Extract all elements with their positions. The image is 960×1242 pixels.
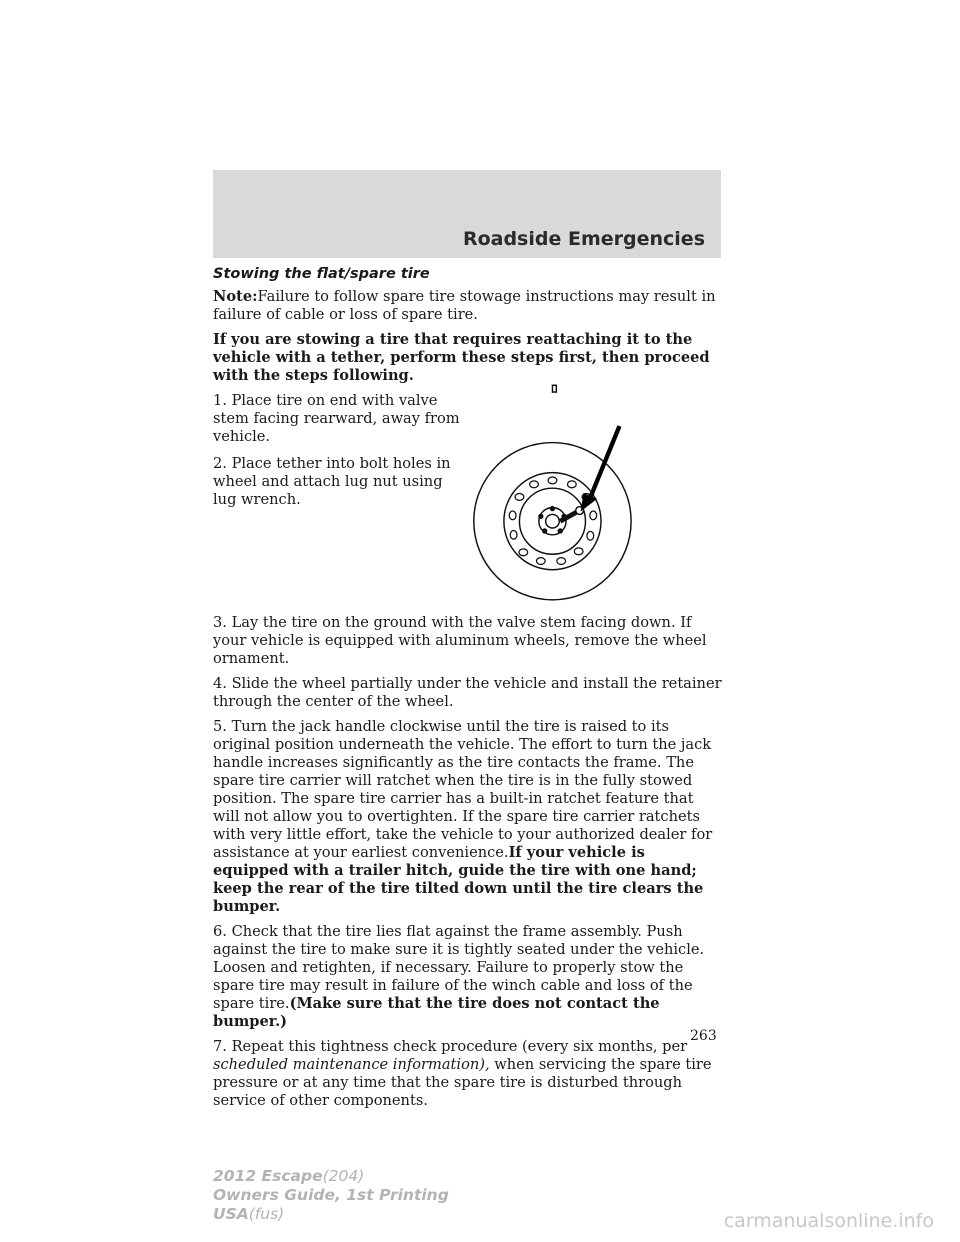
step-6 xyxy=(213,923,723,1031)
page-number: 263 xyxy=(690,1028,717,1044)
section-header-band xyxy=(213,170,721,258)
tether-intro: If you are stowing a tire that requires reattaching it to the vehicle with a tether, perform these steps first, then proceed with the steps following. xyxy=(213,331,710,384)
footer-line-3 xyxy=(213,1205,449,1224)
rim-outer xyxy=(504,473,601,570)
step-6-warning: (Make sure that the tire does not contact the bumper.) xyxy=(213,995,660,1030)
note-label: Note: xyxy=(213,288,258,305)
hub-center xyxy=(546,514,560,528)
step-1: 1. Place tire on end with valve stem facing rearward, away from vehicle. xyxy=(213,392,460,445)
note-paragraph xyxy=(213,288,723,324)
page-content xyxy=(213,265,723,1117)
step-7-post: when servicing the spare tire pressure or at any time that the spare tire is disturbed through service of other components. xyxy=(213,1056,712,1109)
step-7-reference: scheduled maintenance information), xyxy=(213,1056,490,1073)
section-header-title: Roadside Emergencies xyxy=(462,228,705,250)
step-3: 3. Lay the tire on the ground with the valve stem facing down. If your vehicle is equipped with aluminum wheels, remove the wheel ornament. xyxy=(213,614,707,667)
step-5-warning: If your vehicle is equipped with a trailer hitch, guide the tire with one hand; keep the rear of the tire tilted down until the tire clears the bumper. xyxy=(213,844,704,915)
footer-market-code: (fus) xyxy=(248,1205,285,1223)
print-footer xyxy=(213,1167,449,1224)
footer-market: USA xyxy=(213,1205,249,1223)
step-5 xyxy=(213,718,723,916)
step-6-text: 6. Check that the tire lies flat against the frame assembly. Push against the tire to make sure it is tightly seated under the vehicle. Loosen and retighten, if necessary. Failure to properly stow the spare tire may result in failure of the winch cable and loss of the spare tire. xyxy=(213,923,705,1012)
rim-inner xyxy=(520,488,586,554)
valve-stem xyxy=(553,385,557,392)
note-text: Failure to follow spare tire stowage instructions may result in failure of cable or loss of spare tire. xyxy=(213,288,716,323)
step-5-text: 5. Turn the jack handle clockwise until the tire is raised to its original position underneath the vehicle. The effort to turn the jack handle increases significantly as the tire contacts the frame. The spare tire carrier will ratchet when the tire is in the fully stowed position. The spare tire carrier has a built-in ratchet feature that will not allow you to overtighten. If the spare tire carrier ratchets with very little effort, take the vehicle to your authorized dealer for assistance at your earliest convenience. xyxy=(213,718,713,861)
spare-tire-illustration xyxy=(467,376,683,614)
step-7-pre: 7. Repeat this tightness check procedure (every six months, per xyxy=(213,1038,688,1055)
step-2: 2. Place tether into bolt holes in wheel and attach lug nut using lug wrench. xyxy=(213,455,451,508)
tire-outer xyxy=(474,443,631,600)
step-7 xyxy=(213,1038,723,1110)
footer-model: 2012 Escape xyxy=(213,1167,323,1185)
subsection-heading: Stowing the flat/spare tire xyxy=(213,266,430,282)
steps-with-figure xyxy=(213,392,723,614)
footer-line-2: Owners Guide, 1st Printing xyxy=(213,1186,449,1204)
steps-left-column xyxy=(213,392,467,614)
footer-line-1 xyxy=(213,1167,449,1186)
rim-holes xyxy=(510,477,597,564)
arrow-indicator xyxy=(581,426,620,511)
step-4: 4. Slide the wheel partially under the vehicle and install the retainer through the center of the wheel. xyxy=(213,675,722,710)
footer-code: (204) xyxy=(322,1167,365,1185)
site-watermark: carmanualsonline.info xyxy=(723,1210,934,1232)
